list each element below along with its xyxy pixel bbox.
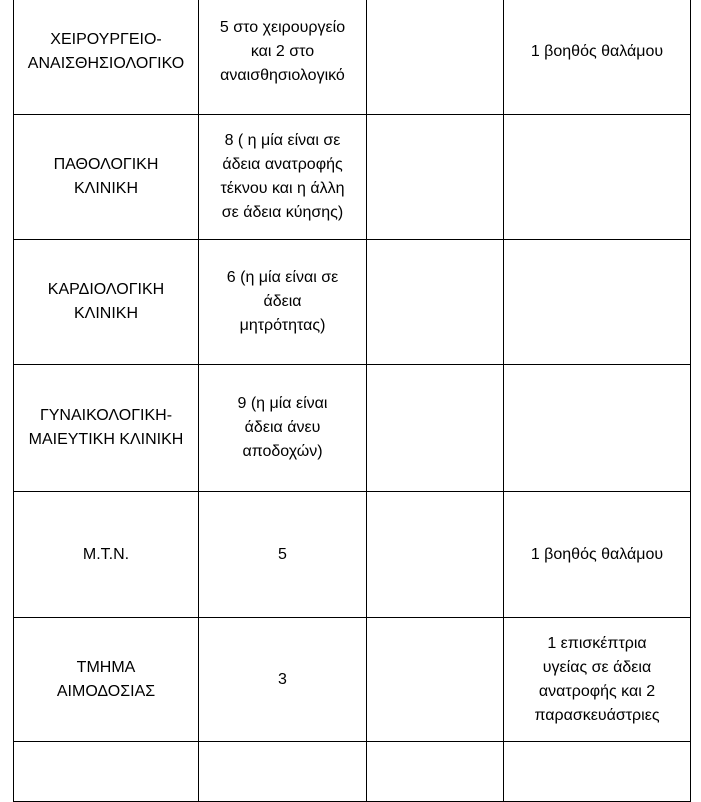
assistants-cell — [504, 742, 691, 802]
empty-cell — [367, 365, 504, 492]
table-row — [14, 492, 691, 618]
department-cell: ΚΑΡΔΙΟΛΟΓΙΚΗ ΚΛΙΝΙΚΗ — [14, 240, 199, 365]
department-cell: ΠΑΘΟΛΟΓΙΚΗ ΚΛΙΝΙΚΗ — [14, 115, 199, 240]
department-cell: ΧΕΙΡΟΥΡΓΕΙΟ- ΑΝΑΙΣΘΗΣΙΟΛΟΓΙΚΟ — [14, 0, 199, 115]
staff-count-cell: 5 στο χειρουργείο και 2 στο αναισθησιολογικό — [199, 0, 367, 115]
assistants-cell — [504, 240, 691, 365]
staff-count-cell: 6 (η μία είναι σε άδεια μητρότητας) — [199, 240, 367, 365]
staff-count-cell — [199, 742, 367, 802]
staff-count-cell: 9 (η μία είναι άδεια άνευ αποδοχών) — [199, 365, 367, 492]
empty-cell — [367, 240, 504, 365]
assistants-cell — [504, 115, 691, 240]
assistants-cell — [504, 365, 691, 492]
assistants-cell: 1 επισκέπτρια υγείας σε άδεια ανατροφής και 2 παρασκευάστριες — [504, 618, 691, 742]
department-cell: ΓΥΝΑΙΚΟΛΟΓΙΚΗ- ΜΑΙΕΥΤΙΚΗ ΚΛΙΝΙΚΗ — [14, 365, 199, 492]
empty-cell — [367, 742, 504, 802]
assistants-cell: 1 βοηθός θαλάμου — [504, 492, 691, 618]
table-row — [14, 618, 691, 742]
staff-table — [13, 0, 691, 802]
table-row — [14, 240, 691, 365]
department-cell — [14, 742, 199, 802]
table-row — [14, 365, 691, 492]
table-row — [14, 0, 691, 115]
staff-count-cell: 5 — [199, 492, 367, 618]
assistants-cell: 1 βοηθός θαλάμου — [504, 0, 691, 115]
empty-cell — [367, 618, 504, 742]
department-cell: Μ.Τ.Ν. — [14, 492, 199, 618]
staff-table-body — [14, 0, 691, 802]
empty-cell — [367, 115, 504, 240]
staff-count-cell: 3 — [199, 618, 367, 742]
staff-count-cell: 8 ( η μία είναι σε άδεια ανατροφής τέκνου και η άλλη σε άδεια κύησης) — [199, 115, 367, 240]
empty-cell — [367, 0, 504, 115]
table-row — [14, 115, 691, 240]
empty-cell — [367, 492, 504, 618]
department-cell: ΤΜΗΜΑ ΑΙΜΟΔΟΣΙΑΣ — [14, 618, 199, 742]
table-row — [14, 742, 691, 802]
